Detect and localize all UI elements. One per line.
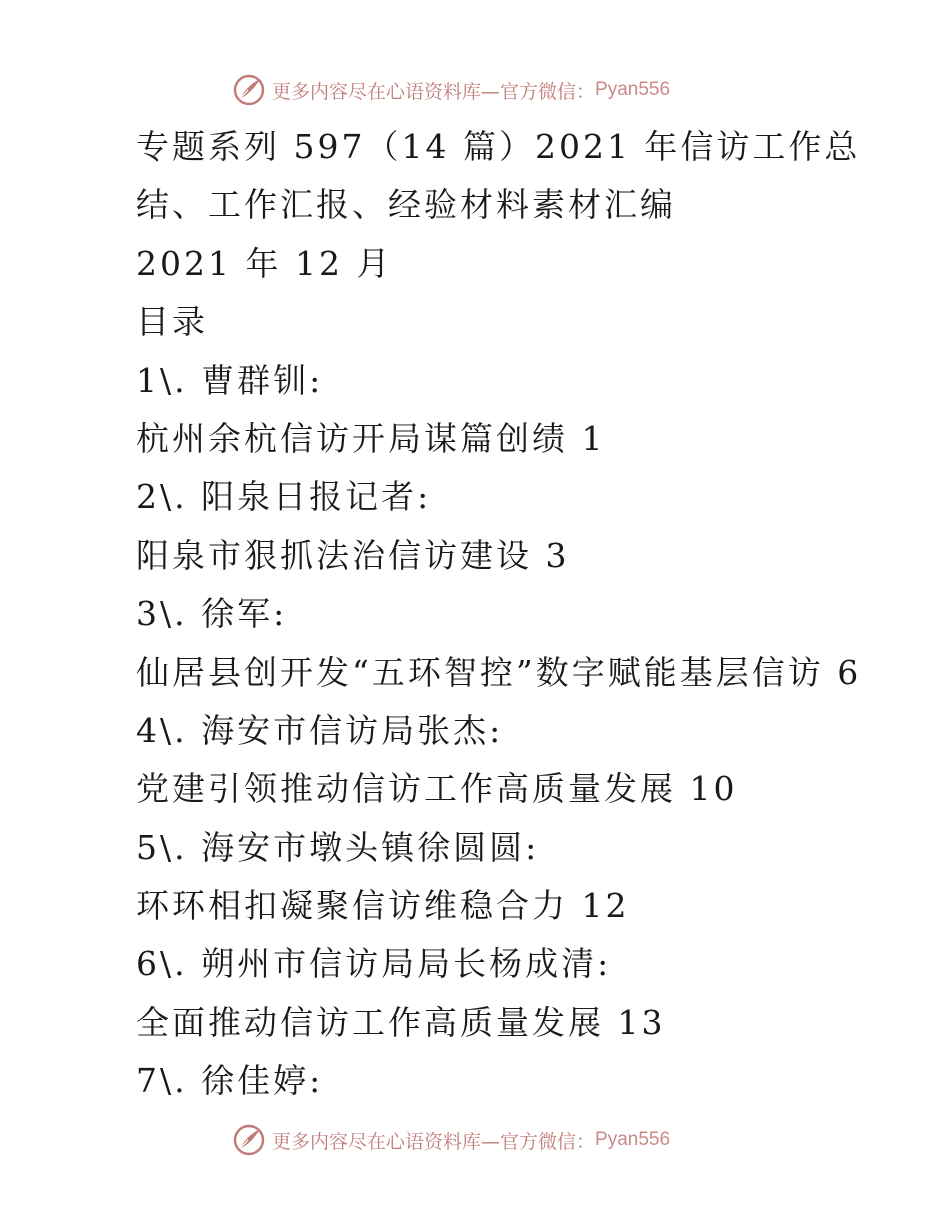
watermark-account: Pyan556 (595, 1129, 671, 1150)
toc-entry-1-title: 杭州余杭信访开局谋篇创绩 1 (136, 418, 606, 458)
doc-date: 2021 年 12 月 (136, 243, 393, 283)
doc-title-line-2: 结、工作汇报、经验材料素材汇编 (136, 185, 676, 225)
toc-entry-6-title: 全面推动信访工作高质量发展 13 (136, 1002, 666, 1042)
toc-heading: 目录 (136, 302, 208, 342)
document-body (136, 118, 936, 1111)
toc-entry-7-author: 7\. 徐佳婷: (136, 1061, 324, 1101)
toc-entry-1-author: 1\. 曹群钏: (136, 360, 324, 400)
toc-entry-3-author: 3\. 徐军: (136, 594, 288, 634)
toc-entry-6-author: 6\. 朔州市信访局局长杨成清: (136, 944, 612, 984)
toc-entry-4-title: 党建引领推动信访工作高质量发展 10 (136, 769, 738, 809)
toc-entry-5-title: 环环相扣凝聚信访维稳合力 12 (136, 886, 630, 926)
watermark-footer (232, 1122, 670, 1158)
watermark-account: Pyan556 (595, 79, 671, 100)
toc-entry-5-author: 5\. 海安市墩头镇徐圆圆: (136, 827, 540, 867)
doc-title-line-1: 专题系列 597（14 篇）2021 年信访工作总 (136, 127, 861, 166)
toc-entry-2-title: 阳泉市狠抓法治信访建设 3 (136, 535, 570, 575)
quill-logo-icon (232, 73, 266, 107)
quill-logo-icon (232, 1123, 266, 1157)
toc-entry-3-title: 仙居县创开发“五环智控”数字赋能基层信访 6 (136, 652, 862, 692)
watermark-header (232, 72, 670, 108)
watermark-text: 更多内容尽在心语资料库—官方微信： (272, 80, 596, 103)
watermark-text: 更多内容尽在心语资料库—官方微信： (272, 1130, 596, 1153)
toc-entry-2-author: 2\. 阳泉日报记者: (136, 477, 432, 517)
toc-entry-4-author: 4\. 海安市信访局张杰: (136, 710, 504, 750)
